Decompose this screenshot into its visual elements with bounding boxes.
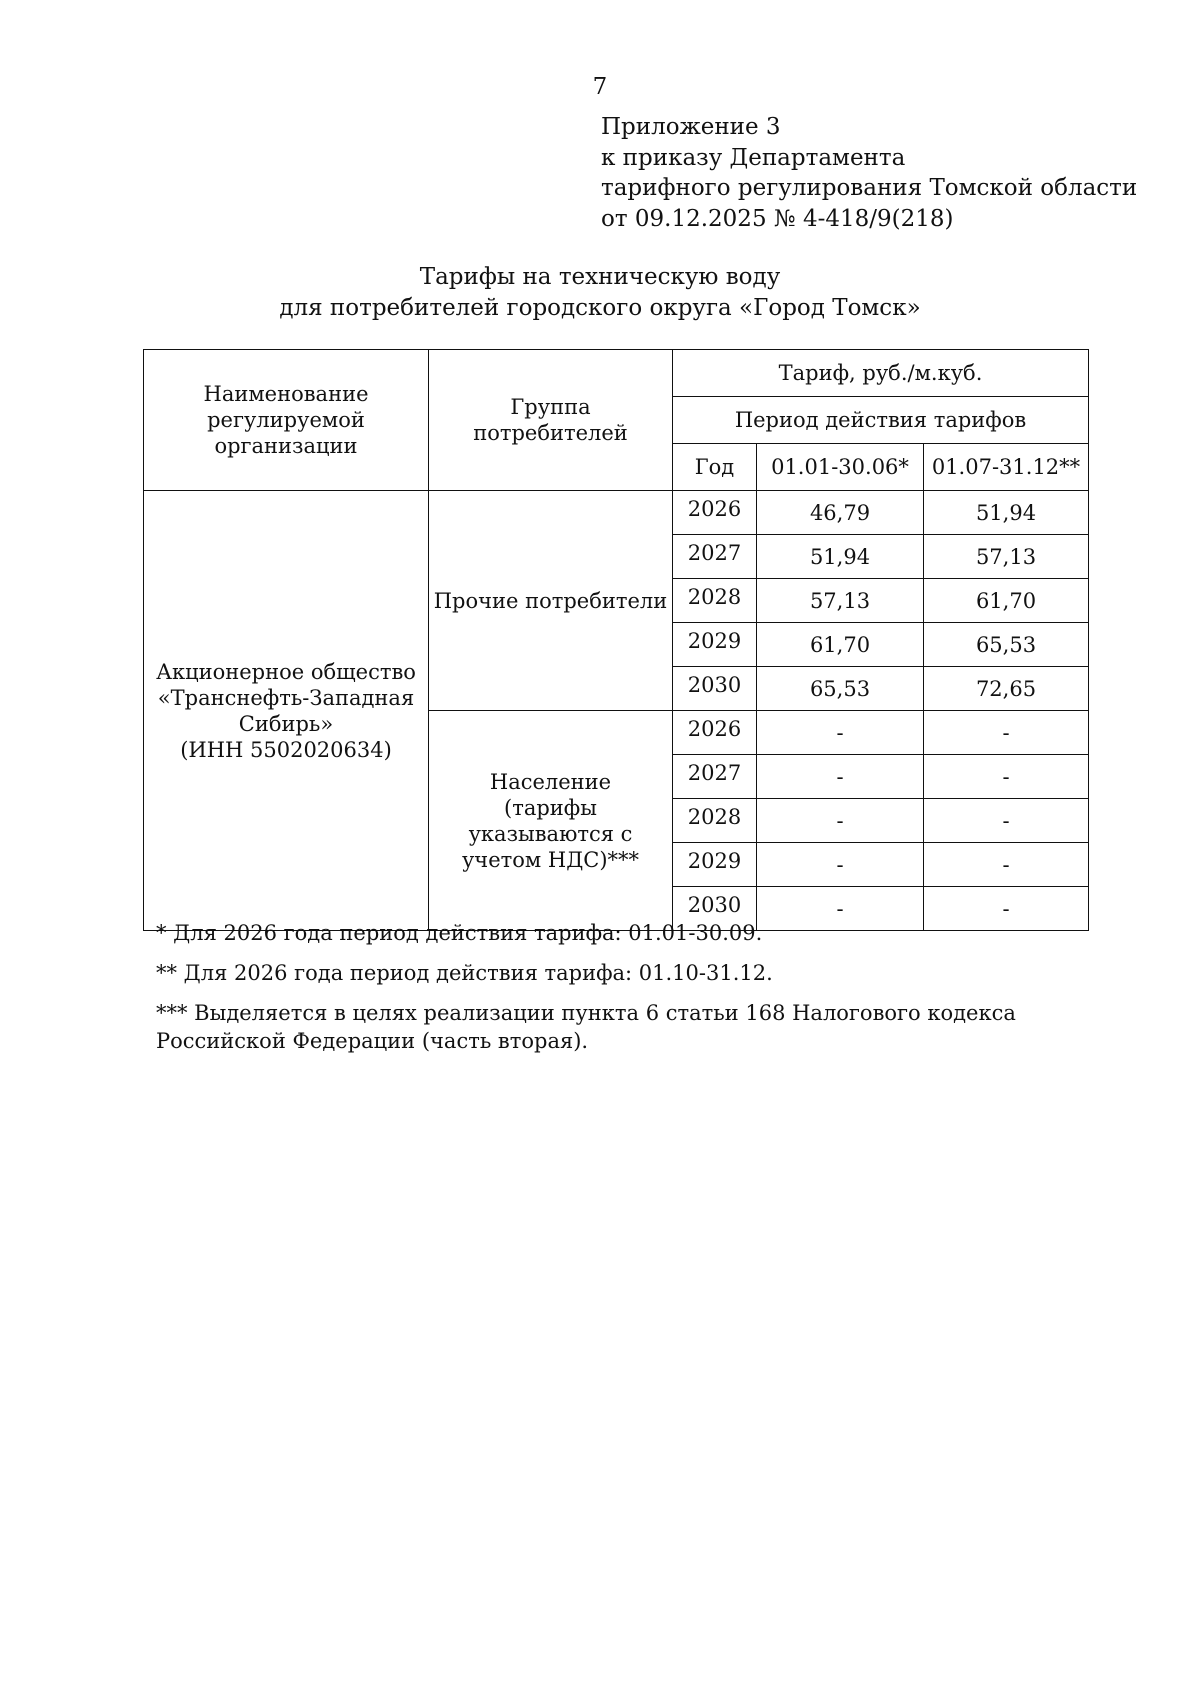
header-organization: Наименование регулируемой организации [144,350,429,491]
tariff-cell: 65,53 [757,667,924,711]
tariff-table [143,349,1089,931]
footnote: ** Для 2026 года период действия тарифа: 01.10-31.12. [156,961,773,985]
appendix-line: Приложение 3 [601,114,781,140]
title-line: для потребителей городского округа «Город Томск» [279,295,921,321]
org-line: Акционерное общество [156,659,416,684]
tariff-cell: 72,65 [924,667,1089,711]
tariff-cell: - [757,711,924,755]
title-line: Тарифы на техническую воду [419,264,781,290]
year-cell: 2028 [673,799,757,843]
header-group: Группа потребителей [429,350,673,491]
appendix-line: от 09.12.2025 № 4-418/9(218) [601,205,954,232]
org-line: «Транснефть-Западная [157,685,415,710]
header-period-2: 01.07-31.12** [924,444,1089,491]
header-year: Год [673,444,757,491]
group-line: учетом НДС)*** [461,847,640,872]
header-tariff: Тариф, руб./м.куб. [673,350,1089,397]
year-cell: 2027 [673,535,757,579]
appendix-line: тарифного регулирования Томской области [601,175,1138,201]
year-cell: 2028 [673,579,757,623]
header-period: Период действия тарифов [673,397,1089,444]
tariff-cell: - [924,711,1089,755]
tariff-cell: 57,13 [757,579,924,623]
footnote: *** Выделяется в целях реализации пункта 6 статьи 168 Налогового кодекса Российской Федерации (часть вторая). [156,1001,1016,1053]
tariff-cell: - [757,755,924,799]
header-period-1: 01.01-30.06* [757,444,924,491]
tariff-cell: - [757,843,924,887]
year-cell: 2029 [673,623,757,667]
group-other-consumers: Прочие потребители [429,491,673,711]
group-population [429,711,673,931]
tariff-cell: 51,94 [924,491,1089,535]
tariff-cell: - [757,887,924,931]
tariff-cell: - [924,843,1089,887]
appendix-line: к приказу Департамента [601,144,906,171]
org-line: (ИНН 5502020634) [180,737,392,762]
tariff-cell: - [924,755,1089,799]
tariff-cell: 51,94 [757,535,924,579]
footnotes [156,919,1086,1067]
table-row [144,491,1089,535]
document-title [0,262,1200,324]
organization-cell [144,491,429,931]
tariff-cell: - [924,887,1089,931]
year-cell: 2026 [673,711,757,755]
year-cell: 2026 [673,491,757,535]
tariff-cell: 61,70 [924,579,1089,623]
footnote: * Для 2026 года период действия тарифа: 01.01-30.09. [156,921,763,945]
tariff-cell: - [924,799,1089,843]
group-line: (тарифы [504,795,597,820]
year-cell: 2030 [673,667,757,711]
year-cell: 2030 [673,887,757,931]
tariff-cell: 65,53 [924,623,1089,667]
org-line: Сибирь» [238,711,334,736]
tariff-cell: 46,79 [757,491,924,535]
page-number: 7 [592,74,608,100]
tariff-cell: - [757,799,924,843]
tariff-cell: 57,13 [924,535,1089,579]
tariff-cell: 61,70 [757,623,924,667]
year-cell: 2027 [673,755,757,799]
year-cell: 2029 [673,843,757,887]
group-line: Население [489,769,612,794]
group-line: указываются с [468,821,633,846]
appendix-header [601,112,1137,234]
